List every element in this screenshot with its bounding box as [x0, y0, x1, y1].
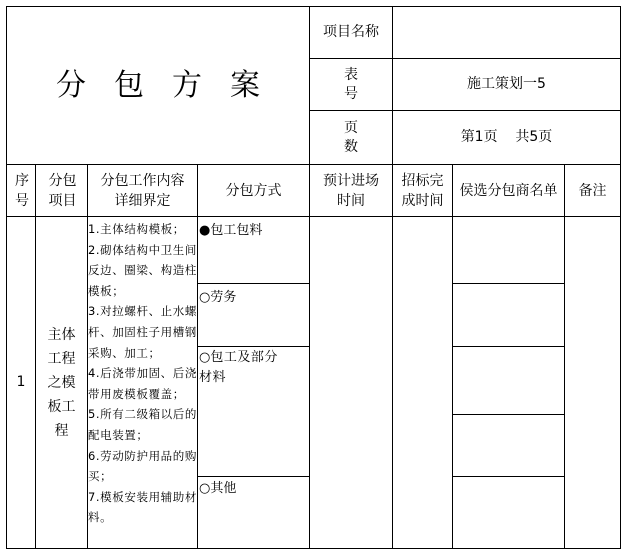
page-count-value: 第1页 共5页 [460, 129, 553, 145]
col-header-item: 分包项目 [48, 172, 77, 209]
page-count-label: 页数 [344, 119, 382, 155]
project-name-label: 项目名称 [323, 24, 379, 40]
content-line: 7.模板安装用辅助材料。 [88, 489, 197, 525]
grid-line [452, 164, 453, 549]
form-no-value: 施工策划一5 [467, 76, 546, 92]
grid-line [197, 283, 309, 284]
grid-line [452, 283, 564, 284]
grid-line [452, 346, 564, 347]
method-option-other[interactable] [199, 479, 307, 499]
content-line: 3.对拉螺杆、止水螺杆、加固柱子用槽钢采购、加工； [88, 304, 197, 360]
grid-line [392, 164, 393, 549]
col-header-remarks: 备注 [578, 182, 607, 199]
row-seq: 1 [16, 374, 26, 390]
radio-empty-icon: ○ [199, 290, 211, 305]
form-no-label: 表号 [344, 66, 382, 102]
col-header-bid-time: 招标完成时间 [401, 172, 444, 209]
content-line: 5.所有二级箱以后的配电装置； [88, 407, 197, 442]
grid-line [620, 6, 621, 549]
method-option-label: 包工及部分材料 [199, 350, 278, 385]
row-content-detail [88, 219, 197, 528]
grid-line [197, 476, 309, 477]
col-header-candidates: 侯选分包商名单 [459, 182, 558, 199]
method-option-labor-only[interactable] [199, 288, 307, 308]
method-option-label: 其他 [210, 481, 237, 496]
method-option-label: 劳务 [210, 290, 237, 305]
content-line: 2.砌体结构中卫生间反边、圈梁、构造柱模板； [88, 242, 197, 298]
col-header-seq: 序号 [15, 172, 29, 209]
col-header-entry-time: 预计进场时间 [323, 172, 379, 209]
grid-line [197, 346, 309, 347]
grid-line [6, 548, 621, 549]
col-header-content: 分包工作内容详细界定 [100, 172, 185, 209]
grid-line [197, 164, 198, 549]
col-header-method: 分包方式 [225, 182, 282, 199]
method-option-label: 包工包料 [210, 223, 263, 238]
row-item: 主体工程之模板工程 [47, 326, 76, 439]
content-line: 6.劳动防护用品的购买； [88, 448, 197, 484]
method-option-labor-partial-material[interactable] [199, 348, 289, 388]
grid-line [6, 216, 621, 217]
grid-line [452, 476, 564, 477]
radio-selected-icon: ● [199, 223, 211, 238]
radio-empty-icon: ○ [199, 350, 211, 365]
method-option-labor-and-material[interactable] [199, 221, 307, 241]
project-name-value [393, 7, 620, 58]
content-line: 1.主体结构模板； [88, 222, 185, 236]
radio-empty-icon: ○ [199, 481, 211, 496]
content-line: 4.后浇带加固、后浇带用废模板覆盖； [88, 366, 197, 401]
page-title: 分包方案 [56, 68, 288, 103]
grid-line [452, 414, 564, 415]
grid-line [564, 164, 565, 549]
